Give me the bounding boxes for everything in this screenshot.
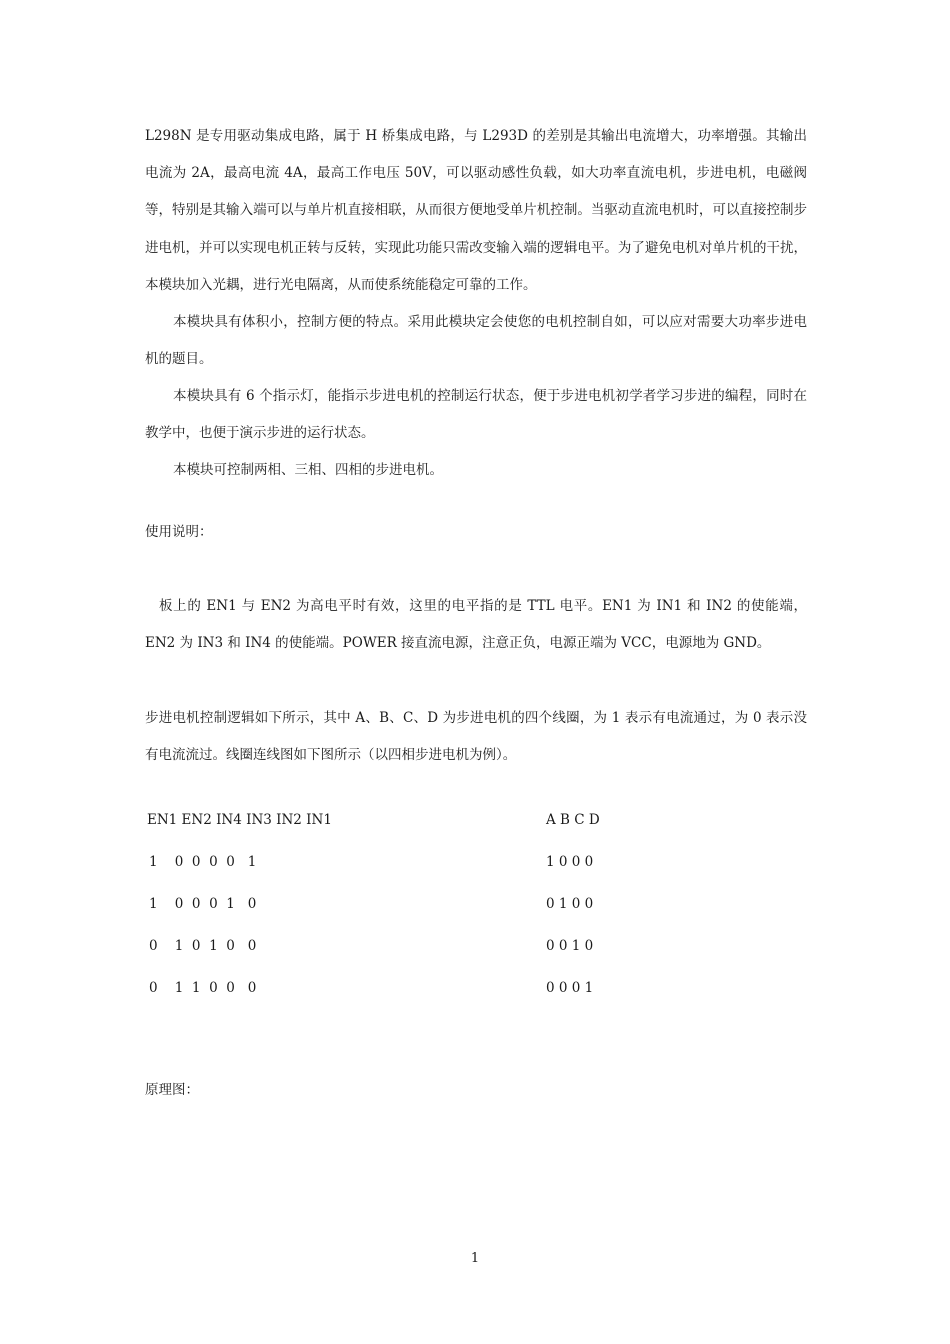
schematic-heading: 原理图：	[145, 1082, 199, 1098]
usage-heading: 使用说明：	[145, 524, 213, 540]
table-row-1-coils: 1 0 0 0	[546, 854, 594, 870]
logic-intro-paragraph: 步进电机控制逻辑如下所示，其中 A、B、C、D 为步进电机的四个线圈，为 1 表示有电流通过，为 0 表示没有电流流过。线圈连线图如下图所示（以四相步进电机为例）。	[145, 710, 807, 764]
table-row-4-inputs: 0 1 1 0 0 0	[149, 980, 257, 996]
table-header-coils: A B C D	[546, 812, 600, 828]
phase-paragraph: 本模块可控制两相、三相、四相的步进电机。	[173, 462, 443, 478]
intro-paragraph: L298N 是专用驱动集成电路，属于 H 桥集成电路，与 L293D 的差别是其输出电流增大，功率增强。其输出电流为 2A，最高电流 4A，最高工作电压 50V，可以驱动感性负载，如大功率直流电机，步进电机，电磁阀等，特别是其输入端可以与单片机直接相联，从而很方便地受单片机控制。当驱动直流电机时，可以直接控制步进电机，并可以实现电机正转与反转，实现此功能只需改变输入端的逻辑电平。为了避免电机对单片机的干扰，本模块加入光耦，进行光电隔离，从而使系统能稳定可靠的工作。	[145, 128, 807, 293]
page-number: 1	[470, 1251, 480, 1266]
table-row-4-coils: 0 0 0 1	[546, 980, 594, 996]
table-row-2-coils: 0 1 0 0	[546, 896, 594, 912]
feature-paragraph: 本模块具有体积小，控制方便的特点。采用此模块定会使您的电机控制自如，可以应对需要大功率步进电机的题目。	[145, 314, 807, 368]
table-row-3-coils: 0 0 1 0	[546, 938, 594, 954]
usage-paragraph: 板上的 EN1 与 EN2 为高电平时有效，这里的电平指的是 TTL 电平。EN1 为 IN1 和 IN2 的使能端，EN2 为 IN3 和 IN4 的使能端。POWER 接直流电源，注意正负，电源正端为 VCC，电源地为 GND。	[145, 598, 807, 652]
table-row-3-inputs: 0 1 0 1 0 0	[149, 938, 257, 954]
indicator-paragraph: 本模块具有 6 个指示灯，能指示步进电机的控制运行状态，便于步进电机初学者学习步进的编程，同时在教学中，也便于演示步进的运行状态。	[145, 388, 807, 442]
table-row-2-inputs: 1 0 0 0 1 0	[149, 896, 257, 912]
table-header-inputs: EN1 EN2 IN4 IN3 IN2 IN1	[147, 812, 332, 828]
table-row-1-inputs: 1 0 0 0 0 1	[149, 854, 257, 870]
